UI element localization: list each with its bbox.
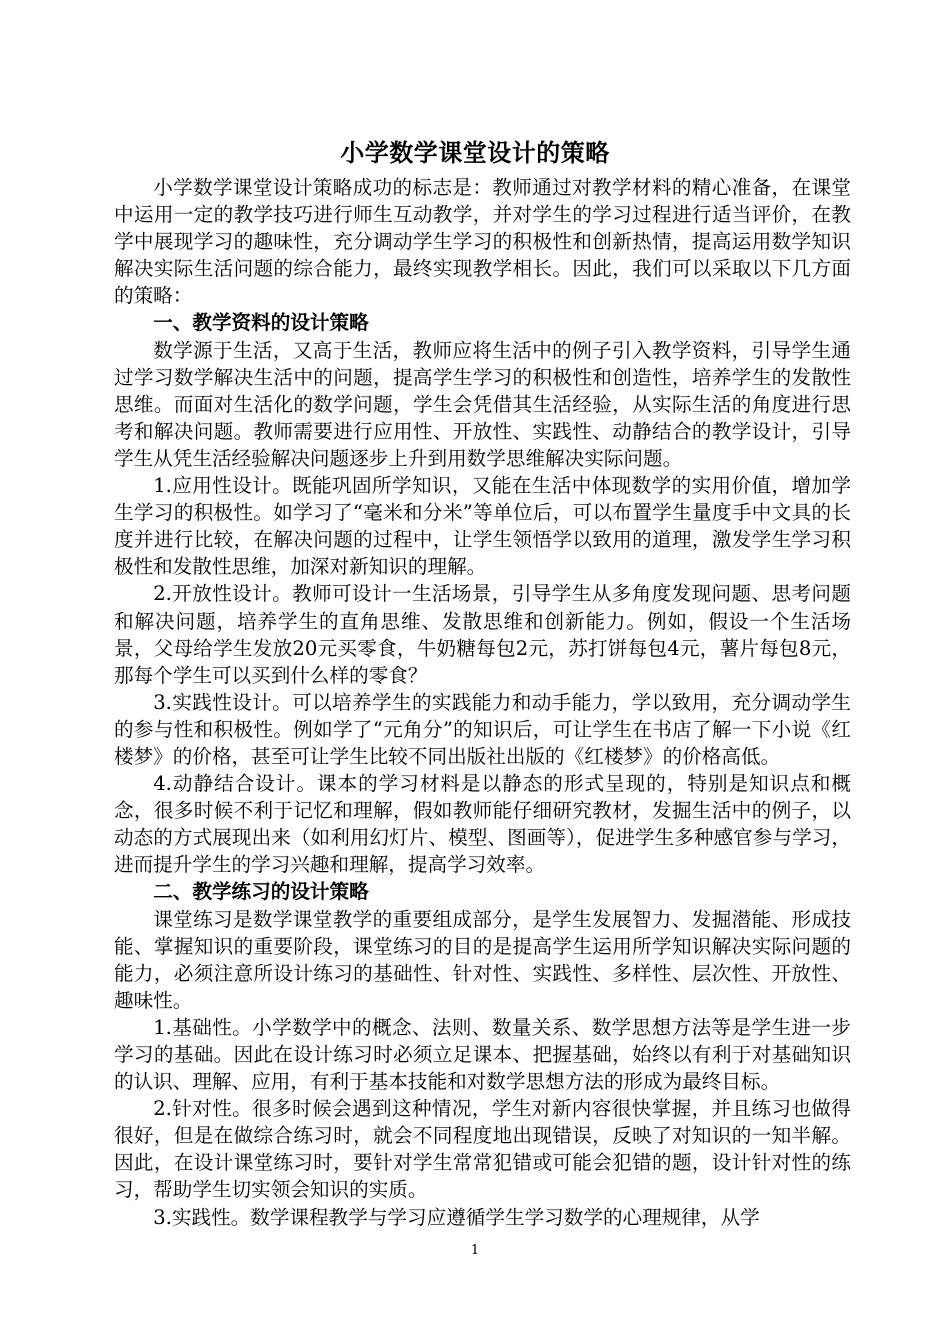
section-1-heading: 一、教学资料的设计策略: [153, 311, 369, 335]
document-title: 小学数学课堂设计的策略: [340, 138, 610, 167]
section-2-paragraph: 课堂练习是数学课堂教学的重要组成部分，是学生发展智力、发掘潜能、形成技能、掌握知识的重要阶段，课堂练习的目的是提高学生运用所学知识解决实际问题的能力，必须注意所设计练习的基础性、针对性、实践性、多样性、层次性、开放性、趣味性。: [114, 907, 851, 1012]
intro-paragraph: 小学数学课堂设计策略成功的标志是：教师通过对教学材料的精心准备，在课堂中运用一定的教学技巧进行师生互动教学，并对学生的学习过程进行适当评价，在教学中展现学习的趣味性，充分调动学生学习的积极性和创新热情，提高运用数学知识解决实际生活问题的综合能力，最终实现教学相长。因此，我们可以采取以下几方面的策略：: [114, 176, 851, 308]
document-body: [114, 174, 851, 1231]
page-number: 1: [470, 1243, 480, 1258]
section-1-item-1: 1.应用性设计。既能巩固所学知识，又能在生活中体现数学的实用价值，增加学生学习的积极性。如学习了“毫米和分米”等单位后，可以布置学生量度手中文具的长度并进行比较，在解决问题的过程中，让学生领悟学以致用的道理，激发学生学习积极性和发散性思维，加深对新知识的理解。: [114, 474, 851, 579]
section-1-item-4: 4.动静结合设计。课本的学习材料是以静态的形式呈现的，特别是知识点和概念，很多时候不利于记忆和理解，假如教师能仔细研究教材，发掘生活中的例子，以动态的方式展现出来（如利用幻灯片、模型、图画等），促进学生多种感官参与学习，进而提升学生的学习兴趣和理解，提高学习效率。: [114, 772, 851, 877]
section-1-paragraph: 数学源于生活，又高于生活，教师应将生活中的例子引入教学资料，引导学生通过学习数学解决生活中的问题，提高学生学习的积极性和创造性，培养学生的发散性思维。而面对生活化的数学问题，学生会凭借其生活经验，从实际生活的角度进行思考和解决问题。教师需要进行应用性、开放性、实践性、动静结合的教学设计，引导学生从凭生活经验解决问题逐步上升到用数学思维解决实际问题。: [114, 338, 851, 470]
section-2-item-1: 1.基础性。小学数学中的概念、法则、数量关系、数学思想方法等是学生进一步学习的基础。因此在设计练习时必须立足课本、把握基础，始终以有利于对基础知识的认识、理解、应用，有利于基本技能和对数学思想方法的形成为最终目标。: [114, 1015, 851, 1094]
section-1-item-2: 2.开放性设计。教师可设计一生活场景，引导学生从多角度发现问题、思考问题和解决问题，培养学生的直角思维、发散思维和创新能力。例如，假设一个生活场景，父母给学生发放20元买零食，牛奶糖每包2元，苏打饼每包4元，薯片每包8元，那每个学生可以买到什么样的零食？: [114, 582, 851, 687]
section-2-item-3: 3.实践性。数学课程教学与学习应遵循学生学习数学的心理规律，从学: [153, 1205, 760, 1229]
section-2-heading: 二、教学练习的设计策略: [153, 880, 369, 904]
section-2-item-2: 2.针对性。很多时候会遇到这种情况，学生对新内容很快掌握，并且练习也做得很好，但是在做综合练习时，就会不同程度地出现错误，反映了对知识的一知半解。因此，在设计课堂练习时，要针对学生常常犯错或可能会犯错的题，设计针对性的练习，帮助学生切实领会知识的实质。: [114, 1097, 851, 1202]
section-1-item-3: 3.实践性设计。可以培养学生的实践能力和动手能力，学以致用，充分调动学生的参与性和积极性。例如学了“元角分”的知识后，可让学生在书店了解一下小说《红楼梦》的价格，甚至可让学生比较不同出版社出版的《红楼梦》的价格高低。: [114, 690, 851, 768]
